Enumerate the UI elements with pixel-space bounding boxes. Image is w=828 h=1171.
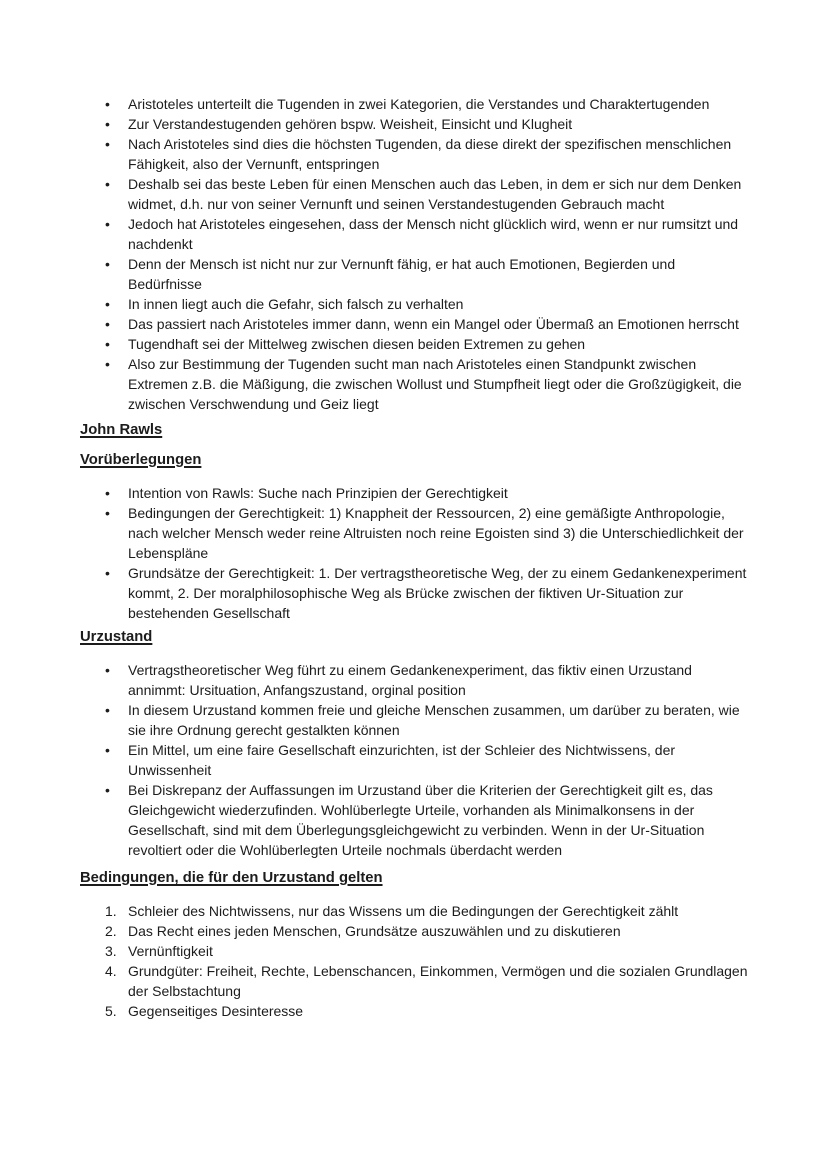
list-item-text: In innen liegt auch die Gefahr, sich falsch zu verhalten bbox=[128, 296, 464, 312]
bullet-icon: • bbox=[105, 296, 110, 312]
list-item-text: Intention von Rawls: Suche nach Prinzipien der Gerechtigkeit bbox=[128, 485, 508, 501]
bullet-icon: • bbox=[105, 176, 110, 192]
bullet-icon: • bbox=[105, 782, 110, 798]
bullet-icon: • bbox=[105, 742, 110, 758]
bullet-icon: • bbox=[105, 565, 110, 581]
list-item bbox=[105, 563, 752, 623]
list-item-text: Denn der Mensch ist nicht nur zur Vernunft fähig, er hat auch Emotionen, Begierden und Bedürfnisse bbox=[128, 256, 676, 292]
heading-vorueberlegungen bbox=[80, 450, 752, 470]
list-item-text: Zur Verstandestugenden gehören bspw. Weisheit, Einsicht und Klugheit bbox=[128, 116, 573, 132]
list-item-text: Aristoteles unterteilt die Tugenden in zwei Kategorien, die Verstandes und Charaktertugenden bbox=[128, 96, 710, 112]
list-item bbox=[105, 483, 752, 503]
bedingungen-numbered-list bbox=[80, 901, 752, 1021]
list-item bbox=[105, 294, 752, 314]
list-item-text: Grundsätze der Gerechtigkeit: 1. Der vertragstheoretische Weg, der zu einem Gedankenexperiment kommt, 2. Der moralphilosophische Weg als Brücke zwischen der fiktiven Ur-Situation zur bestehenden Gesellschaft bbox=[128, 565, 747, 621]
heading-text: Vorüberlegungen bbox=[80, 452, 202, 468]
numbered-list-item bbox=[105, 1001, 752, 1021]
list-item-text: Bedingungen der Gerechtigkeit: 1) Knappheit der Ressourcen, 2) eine gemäßigte Anthropologie, nach welcher Mensch weder reine Altruisten noch reine Egoisten sind 3) die Unterschiedlichkeit der Lebenspläne bbox=[128, 505, 744, 561]
list-item bbox=[105, 114, 752, 134]
bullet-icon: • bbox=[105, 116, 110, 132]
heading-text: John Rawls bbox=[80, 422, 163, 438]
numbered-list-item bbox=[105, 921, 752, 941]
heading-bedingungen-urzustand bbox=[80, 868, 752, 888]
list-item bbox=[105, 254, 752, 294]
bullet-icon: • bbox=[105, 662, 110, 678]
list-item-text: Gegenseitiges Desinteresse bbox=[128, 1003, 304, 1019]
list-item bbox=[105, 94, 752, 114]
vorueberlegungen-bullet-list bbox=[80, 483, 752, 623]
list-item bbox=[105, 660, 752, 700]
list-item-text: Bei Diskrepanz der Auffassungen im Urzustand über die Kriterien der Gerechtigkeit gilt es, das Gleichgewicht wiederzufinden. Wohlüberlegte Urteile, vorhanden als Minimalkonsens in der Gesellschaft, sind mit dem Überlegungsgleichgewicht zu verbinden. Wenn in der Ur-Situation revoltiert oder die Wohlüberlegten Urteile nochmals überdacht werden bbox=[128, 782, 713, 858]
list-item-text: Nach Aristoteles sind dies die höchsten Tugenden, da diese direkt der spezifischen menschlichen Fähigkeit, also der Vernunft, entspringen bbox=[128, 136, 732, 172]
bullet-icon: • bbox=[105, 316, 110, 332]
heading-text: Bedingungen, die für den Urzustand gelten bbox=[80, 870, 383, 886]
list-item-text: Jedoch hat Aristoteles eingesehen, dass der Mensch nicht glücklich wird, wenn er nur rumsitzt und nachdenkt bbox=[128, 216, 739, 252]
list-item bbox=[105, 354, 752, 414]
list-number: 1. bbox=[105, 903, 117, 919]
list-number: 5. bbox=[105, 1003, 117, 1019]
list-item-text: Schleier des Nichtwissens, nur das Wissens um die Bedingungen der Gerechtigkeit zählt bbox=[128, 903, 679, 919]
list-item bbox=[105, 334, 752, 354]
list-item bbox=[105, 214, 752, 254]
list-number: 2. bbox=[105, 923, 117, 939]
numbered-list-item bbox=[105, 901, 752, 921]
list-number: 4. bbox=[105, 963, 117, 979]
bullet-icon: • bbox=[105, 256, 110, 272]
heading-urzustand bbox=[80, 627, 752, 647]
bullet-icon: • bbox=[105, 96, 110, 112]
heading-text: Urzustand bbox=[80, 629, 153, 645]
list-item-text: In diesem Urzustand kommen freie und gleiche Menschen zusammen, um darüber zu beraten, wie sie ihre Ordnung gerecht gestalkten können bbox=[128, 702, 740, 738]
bullet-icon: • bbox=[105, 136, 110, 152]
list-item bbox=[105, 314, 752, 334]
list-item bbox=[105, 740, 752, 780]
list-item-text: Deshalb sei das beste Leben für einen Menschen auch das Leben, in dem er sich nur dem Denken widmet, d.h. nur von seiner Vernunft und seinen Verstandestugenden Gebrauch macht bbox=[128, 176, 742, 212]
list-item-text: Also zur Bestimmung der Tugenden sucht man nach Aristoteles einen Standpunkt zwischen Extremen z.B. die Mäßigung, die zwischen Wollust und Stumpfheit liegt oder die Großzügigkeit, die zwischen Verschwendung und Geiz liegt bbox=[128, 356, 742, 412]
list-item-text: Vernünftigkeit bbox=[128, 943, 213, 959]
list-item bbox=[105, 780, 752, 860]
bullet-icon: • bbox=[105, 336, 110, 352]
list-item bbox=[105, 700, 752, 740]
list-number: 3. bbox=[105, 943, 117, 959]
list-item-text: Vertragstheoretischer Weg führt zu einem Gedankenexperiment, das fiktiv einen Urzustand annimmt: Ursituation, Anfangszustand, orginal position bbox=[128, 662, 692, 698]
bullet-icon: • bbox=[105, 485, 110, 501]
list-item-text: Tugendhaft sei der Mittelweg zwischen diesen beiden Extremen zu gehen bbox=[128, 336, 586, 352]
list-item-text: Ein Mittel, um eine faire Gesellschaft einzurichten, ist der Schleier des Nichtwissens, der Unwissenheit bbox=[128, 742, 676, 778]
list-item bbox=[105, 174, 752, 214]
bullet-icon: • bbox=[105, 356, 110, 372]
numbered-list-item bbox=[105, 961, 752, 1001]
numbered-list-item bbox=[105, 941, 752, 961]
bullet-icon: • bbox=[105, 216, 110, 232]
list-item bbox=[105, 503, 752, 563]
aristoteles-bullet-list bbox=[80, 94, 752, 414]
list-item-text: Das Recht eines jeden Menschen, Grundsätze auszuwählen und zu diskutieren bbox=[128, 923, 621, 939]
heading-john-rawls bbox=[80, 420, 752, 440]
bullet-icon: • bbox=[105, 702, 110, 718]
document-content bbox=[80, 94, 752, 1021]
list-item bbox=[105, 134, 752, 174]
bullet-icon: • bbox=[105, 505, 110, 521]
urzustand-bullet-list bbox=[80, 660, 752, 860]
list-item-text: Grundgüter: Freiheit, Rechte, Lebenschancen, Einkommen, Vermögen und die sozialen Grundlagen der Selbstachtung bbox=[128, 963, 748, 999]
list-item-text: Das passiert nach Aristoteles immer dann, wenn ein Mangel oder Übermaß an Emotionen herrscht bbox=[128, 316, 739, 332]
